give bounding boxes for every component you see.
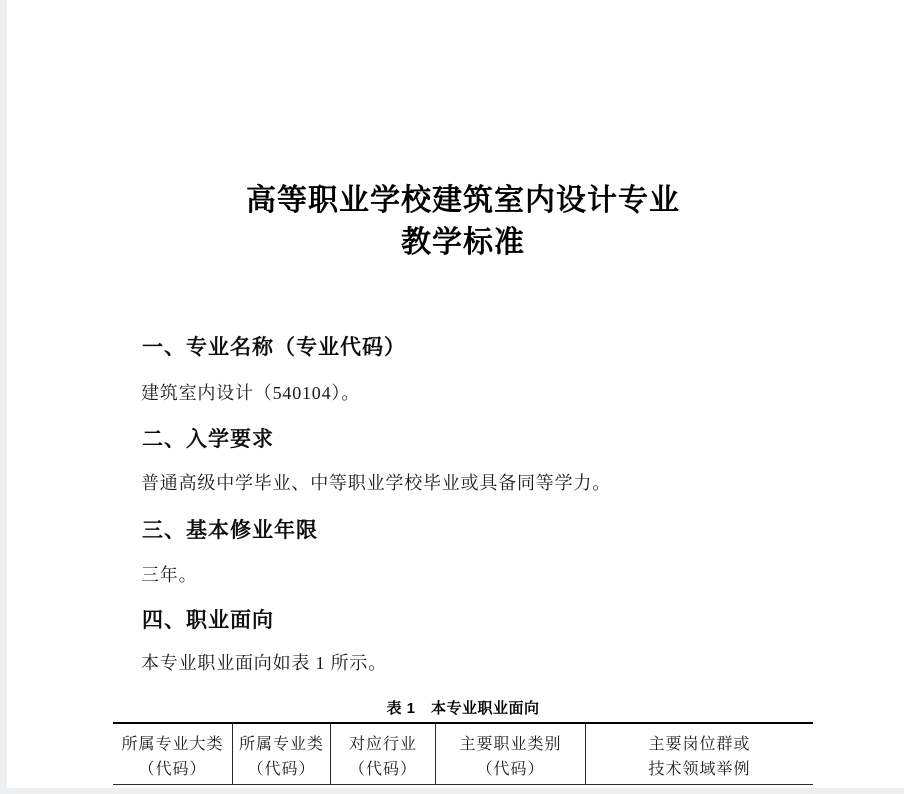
section-body-admission: 普通高级中学毕业、中等职业学校毕业或具备同等学力。 [141, 473, 611, 493]
table-header-line: （代码） [476, 761, 545, 778]
document-page [7, 0, 904, 788]
section-heading-duration: 三、基本修业年限 [142, 518, 318, 542]
table-header-line: 所属专业大类 [121, 736, 224, 753]
table-header-line: 对应行业 [348, 736, 417, 753]
table-header-major-category [113, 724, 232, 785]
table-header-line: 主要岗位群或 [648, 736, 751, 753]
table-header-post-group [585, 724, 813, 785]
table-header-line: 技术领域举例 [648, 761, 751, 778]
table-header-occupation-category [435, 724, 585, 785]
table-header-industry [330, 724, 435, 785]
table-caption: 表 1 本专业职业面向 [386, 700, 540, 717]
section-heading-major-name: 一、专业名称（专业代码） [142, 335, 406, 359]
section-heading-career: 四、职业面向 [142, 608, 274, 632]
table-header-line: （代码） [348, 761, 417, 778]
table-header-line: （代码） [247, 761, 316, 778]
section-heading-admission: 二、入学要求 [142, 427, 274, 451]
table-header-line: 主要职业类别 [459, 736, 562, 753]
document-title [113, 180, 813, 264]
table-header-line: （代码） [138, 761, 207, 778]
document-title-line1: 高等职业学校建筑室内设计专业 [246, 184, 680, 217]
table-header-line: 所属专业类 [238, 736, 324, 753]
section-body-major-name: 建筑室内设计（540104）。 [141, 383, 360, 403]
table-header-major-class [232, 724, 330, 785]
section-body-duration: 三年。 [141, 565, 198, 585]
career-orientation-table [113, 722, 813, 785]
document-title-line2: 教学标准 [401, 226, 525, 259]
section-body-career: 本专业职业面向如表 1 所示。 [141, 653, 387, 673]
